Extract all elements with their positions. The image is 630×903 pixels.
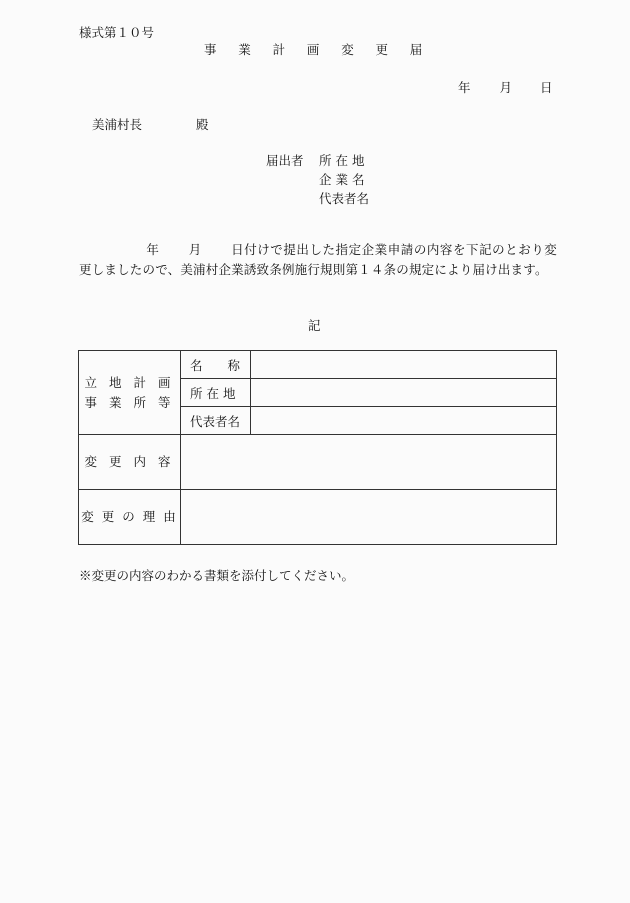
date-year: 年 bbox=[458, 80, 471, 95]
addressee-name: 美浦村長 bbox=[92, 117, 143, 132]
date-month: 月 bbox=[499, 80, 513, 95]
title-char: 変 bbox=[341, 42, 354, 57]
title-char: 画 bbox=[306, 42, 320, 57]
addressee-honorific: 殿 bbox=[196, 117, 209, 132]
representative-label: 代表者名 bbox=[181, 407, 251, 435]
submitter-representative-label: 代表者名 bbox=[319, 191, 370, 206]
body-text: 日付けで提出した指定企業申請の内容を下記のとおり変更しましたので、美浦村企業誘致条例施行規則第１４条の規定により届け出ます。 bbox=[79, 242, 558, 277]
title-char: 事 bbox=[204, 42, 217, 57]
body-month: 月 bbox=[188, 242, 202, 257]
date-line bbox=[458, 78, 553, 96]
change-reason-field[interactable] bbox=[181, 490, 557, 545]
form-number: 様式第１０号 bbox=[79, 25, 155, 40]
title-char: 計 bbox=[272, 42, 286, 57]
address-field[interactable] bbox=[251, 379, 557, 407]
change-content-field[interactable] bbox=[181, 435, 557, 490]
document-title bbox=[204, 40, 444, 58]
submitter-label: 届出者 bbox=[266, 153, 304, 168]
change-content-label: 変 更 内 容 bbox=[79, 435, 181, 490]
submitter-company-label: 企 業 名 bbox=[319, 172, 365, 187]
body-year: 年 bbox=[146, 242, 160, 257]
date-day: 日 bbox=[540, 80, 553, 95]
title-char: 業 bbox=[238, 42, 251, 57]
table-row bbox=[79, 490, 557, 545]
attachment-note: ※変更の内容のわかる書類を添付してください。 bbox=[79, 568, 355, 583]
representative-field[interactable] bbox=[251, 407, 557, 435]
change-form-table bbox=[78, 350, 557, 545]
facility-label-line1: 立 地 計 画 bbox=[84, 374, 175, 390]
title-char: 届 bbox=[409, 42, 423, 57]
table-row bbox=[79, 351, 557, 379]
name-label: 名 称 bbox=[181, 351, 251, 379]
name-field[interactable] bbox=[251, 351, 557, 379]
facility-label-line2: 事 業 所 等 bbox=[84, 394, 175, 410]
title-char: 更 bbox=[375, 42, 388, 57]
table-row bbox=[79, 435, 557, 490]
addressee bbox=[92, 115, 209, 133]
ki-heading: 記 bbox=[308, 318, 321, 333]
body-paragraph bbox=[79, 240, 557, 280]
facility-label bbox=[79, 351, 181, 435]
change-reason-label: 変 更 の 理 由 bbox=[79, 490, 181, 545]
submitter-fields bbox=[319, 151, 369, 208]
submitter-address-label: 所 在 地 bbox=[319, 153, 365, 168]
address-label: 所 在 地 bbox=[181, 379, 251, 407]
